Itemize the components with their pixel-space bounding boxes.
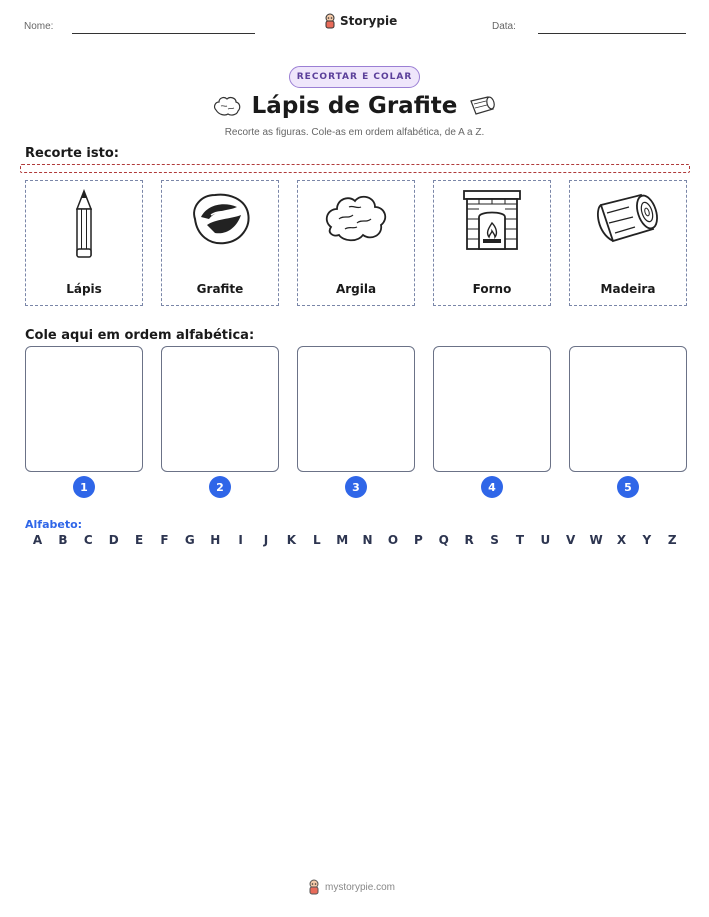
fireplace-icon bbox=[462, 189, 522, 251]
pencil-icon bbox=[64, 189, 104, 261]
card-label: Lápis bbox=[66, 282, 102, 296]
alphabet-letter: C bbox=[83, 533, 93, 547]
cut-card-argila[interactable] bbox=[297, 180, 415, 306]
cut-card-forno[interactable] bbox=[433, 180, 551, 306]
paste-boxes bbox=[25, 346, 687, 498]
paste-section-label: Cole aqui em ordem alfabética: bbox=[25, 328, 255, 343]
card-label: Grafite bbox=[196, 282, 244, 296]
graphite-rock-icon bbox=[187, 189, 253, 249]
alphabet-letter: N bbox=[362, 533, 373, 547]
paste-box[interactable] bbox=[569, 346, 687, 472]
paste-box[interactable] bbox=[297, 346, 415, 472]
storypie-mascot-icon bbox=[307, 879, 321, 895]
card-label: Forno bbox=[472, 282, 512, 296]
date-label: Data: bbox=[492, 21, 516, 32]
paste-number-badge: 5 bbox=[617, 476, 639, 498]
alphabet-letter: V bbox=[566, 533, 576, 547]
alphabet-row bbox=[25, 533, 685, 547]
alphabet-letter: H bbox=[210, 533, 221, 547]
alphabet-letter: P bbox=[413, 533, 423, 547]
alphabet-letter: I bbox=[238, 533, 243, 547]
brand-name: Storypie bbox=[340, 14, 398, 28]
cut-section-label: Recorte isto: bbox=[25, 146, 119, 161]
alphabet-letter: S bbox=[490, 533, 499, 547]
alphabet-letter: T bbox=[515, 533, 525, 547]
paste-box[interactable] bbox=[433, 346, 551, 472]
paste-number-badge: 1 bbox=[73, 476, 95, 498]
alphabet-letter: L bbox=[312, 533, 321, 547]
wood-log-icon bbox=[466, 95, 496, 117]
alphabet-letter: K bbox=[286, 533, 297, 547]
alphabet-letter: M bbox=[336, 533, 349, 547]
storypie-mascot-icon bbox=[323, 13, 337, 29]
alphabet-letter: G bbox=[184, 533, 195, 547]
card-label: Madeira bbox=[600, 282, 656, 296]
paste-slot-5 bbox=[569, 346, 687, 498]
wood-log-icon bbox=[593, 189, 663, 247]
alphabet-letter: Q bbox=[438, 533, 449, 547]
date-line[interactable] bbox=[538, 33, 686, 34]
alphabet-letter: B bbox=[58, 533, 68, 547]
alphabet-label: Alfabeto: bbox=[25, 518, 83, 531]
name-label: Nome: bbox=[24, 21, 54, 32]
footer-url[interactable]: mystorypie.com bbox=[325, 881, 396, 893]
cut-card-lapis[interactable] bbox=[25, 180, 143, 306]
alphabet-letter: A bbox=[32, 533, 43, 547]
cut-card-grafite[interactable] bbox=[161, 180, 279, 306]
alphabet-letter: E bbox=[134, 533, 144, 547]
brand-logo bbox=[323, 13, 397, 29]
cut-card-madeira[interactable] bbox=[569, 180, 687, 306]
alphabet-letter: R bbox=[464, 533, 474, 547]
paste-slot-2 bbox=[161, 346, 279, 498]
paste-number-badge: 4 bbox=[481, 476, 503, 498]
paste-slot-1 bbox=[25, 346, 143, 498]
paste-slot-3 bbox=[297, 346, 415, 498]
alphabet-letter: U bbox=[540, 533, 551, 547]
card-label: Argila bbox=[335, 282, 377, 296]
paste-box[interactable] bbox=[25, 346, 143, 472]
cut-cards bbox=[25, 180, 687, 306]
alphabet-letter: W bbox=[589, 533, 603, 547]
alphabet-letter: Z bbox=[667, 533, 677, 547]
paste-box[interactable] bbox=[161, 346, 279, 472]
page-title: Lápis de Grafite bbox=[251, 93, 458, 119]
paste-number-badge: 3 bbox=[345, 476, 367, 498]
activity-badge: RECORTAR E COLAR bbox=[289, 66, 420, 88]
instructions: Recorte as figuras. Cole-as em ordem alfabética, de A a Z. bbox=[224, 127, 485, 138]
paste-number-badge: 2 bbox=[209, 476, 231, 498]
alphabet-letter: Y bbox=[642, 533, 652, 547]
name-line[interactable] bbox=[72, 33, 255, 34]
alphabet-letter: X bbox=[616, 533, 627, 547]
footer bbox=[307, 879, 395, 895]
alphabet-letter: F bbox=[160, 533, 169, 547]
paste-slot-4 bbox=[433, 346, 551, 498]
alphabet-letter: J bbox=[263, 533, 269, 547]
alphabet-letter: D bbox=[108, 533, 119, 547]
alphabet-letter: O bbox=[387, 533, 399, 547]
clay-icon bbox=[321, 189, 391, 245]
cut-line bbox=[20, 164, 690, 173]
